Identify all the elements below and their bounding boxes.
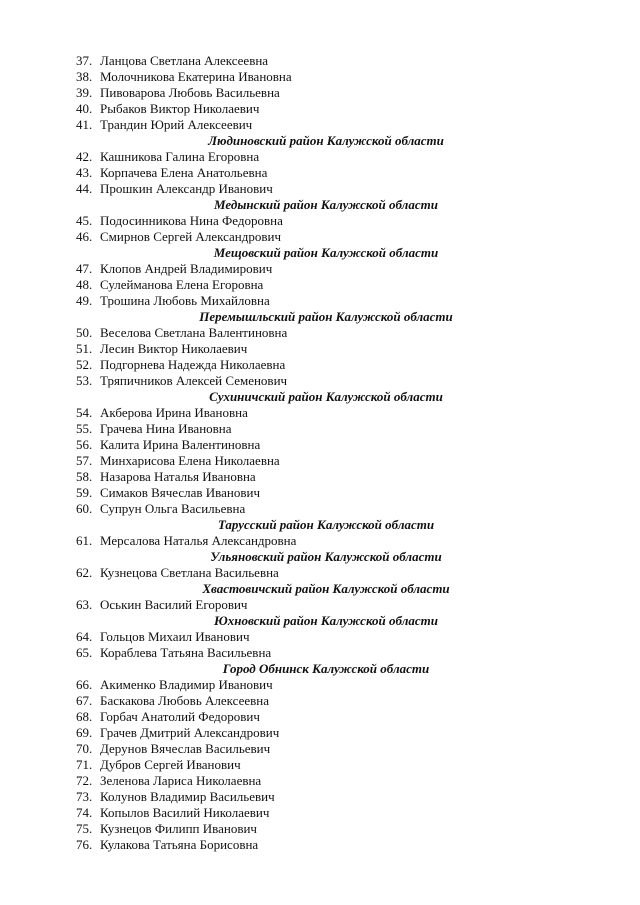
section-heading-row [0,245,640,261]
list-item [0,533,640,549]
list-item [0,837,640,853]
list-item-number: 68. [76,709,93,724]
list-item [0,693,640,709]
list-item-name: Ланцова Светлана Алексеевна [100,53,269,68]
section-heading-row [0,613,640,629]
list-item-number: 58. [76,469,93,484]
list-item-number: 62. [76,565,93,580]
section-heading: Тарусский район Калужской области [217,517,435,532]
list-item-name: Колунов Владимир Васильевич [100,789,275,804]
list-item-name: Трошина Любовь Михайловна [100,293,270,308]
list-item-number: 37. [76,53,93,68]
list-item-number: 52. [76,357,93,372]
list-item-name: Гольцов Михаил Иванович [100,629,250,644]
list-item-number: 67. [76,693,93,708]
list-item-name: Подгорнева Надежда Николаевна [100,357,286,372]
list-item-name: Дерунов Вячеслав Васильевич [100,741,271,756]
list-item [0,149,640,165]
list-item-name: Рыбаков Виктор Николаевич [100,101,260,116]
section-heading: Медынский район Калужской области [214,197,438,212]
section-heading-row [0,581,640,597]
list-item [0,565,640,581]
document-page [0,53,640,853]
list-item-name: Лесин Виктор Николаевич [100,341,248,356]
list-item-number: 74. [76,805,93,820]
list-item [0,789,640,805]
list-item-number: 65. [76,645,93,660]
list-item-number: 53. [76,373,93,388]
list-item [0,741,640,757]
list-item-name: Акименко Владимир Иванович [100,677,273,692]
list-item-number: 49. [76,293,93,308]
list-item-number: 39. [76,85,93,100]
list-item-number: 47. [76,261,93,276]
list-item-number: 63. [76,597,93,612]
list-item [0,629,640,645]
section-heading: Юхновский район Калужской области [214,613,438,628]
list-item [0,53,640,69]
list-item-number: 71. [76,757,93,772]
list-item [0,405,640,421]
section-heading: Людиновский район Калужской области [208,133,444,148]
list-item-name: Прошкин Александр Иванович [100,181,273,196]
list-item [0,117,640,133]
list-item [0,709,640,725]
section-heading-row [0,197,640,213]
list-item [0,373,640,389]
list-item-name: Зеленова Лариса Николаевна [100,773,262,788]
list-item-number: 44. [76,181,93,196]
list-item-name: Грачев Дмитрий Александрович [100,725,280,740]
list-item-name: Супрун Ольга Васильевна [100,501,246,516]
list-item-name: Минхарисова Елена Николаевна [100,453,280,468]
list-item [0,805,640,821]
section-heading-row [0,309,640,325]
section-heading-row [0,133,640,149]
list-item-name: Кораблева Татьяна Васильевна [100,645,272,660]
list-item-name: Молочникова Екатерина Ивановна [100,69,292,84]
list-item [0,181,640,197]
section-heading: Ульяновский район Калужской области [210,549,442,564]
list-item-number: 69. [76,725,93,740]
list-item-number: 54. [76,405,93,420]
list-item-name: Грачева Нина Ивановна [100,421,232,436]
section-heading-row [0,661,640,677]
list-item-name: Корпачева Елена Анатольевна [100,165,268,180]
list-item-number: 40. [76,101,93,116]
list-item [0,69,640,85]
list-item [0,645,640,661]
list-item-name: Кулакова Татьяна Борисовна [100,837,259,852]
section-heading-row [0,517,640,533]
list-item [0,757,640,773]
list-item-name: Баскакова Любовь Алексеевна [100,693,269,708]
list-item-number: 59. [76,485,93,500]
list-item-number: 66. [76,677,93,692]
list-item [0,501,640,517]
list-item [0,677,640,693]
list-item [0,485,640,501]
list-item-name: Подосинникова Нина Федоровна [100,213,283,228]
list-item-name: Кузнецов Филипп Иванович [100,821,257,836]
list-item-number: 64. [76,629,93,644]
list-item-number: 73. [76,789,93,804]
list-item-name: Симаков Вячеслав Иванович [100,485,260,500]
list-item [0,101,640,117]
list-item-number: 60. [76,501,93,516]
list-item [0,213,640,229]
list-item-name: Назарова Наталья Ивановна [100,469,256,484]
list-item [0,725,640,741]
list-item [0,437,640,453]
list-item-number: 55. [76,421,93,436]
section-heading: Мещовский район Калужской области [213,245,439,260]
list-item [0,293,640,309]
list-item [0,341,640,357]
list-item [0,357,640,373]
list-item-number: 38. [76,69,93,84]
list-item-number: 48. [76,277,93,292]
list-item-number: 50. [76,325,93,340]
list-item [0,469,640,485]
list-item [0,597,640,613]
list-item-number: 57. [76,453,93,468]
list-item [0,325,640,341]
list-item-number: 75. [76,821,93,836]
list-item-name: Мерсалова Наталья Александровна [100,533,297,548]
list-item-number: 61. [76,533,93,548]
section-heading-row [0,389,640,405]
list-item [0,261,640,277]
list-item-name: Оськин Василий Егорович [100,597,248,612]
list-item-name: Акберова Ирина Ивановна [100,405,248,420]
list-item [0,229,640,245]
list-item [0,773,640,789]
list-item-number: 70. [76,741,93,756]
list-item-number: 76. [76,837,93,852]
list-item [0,421,640,437]
list-item-name: Трандин Юрий Алексеевич [100,117,253,132]
list-item-name: Кашникова Галина Егоровна [100,149,260,164]
section-heading-row [0,549,640,565]
list-item-name: Клопов Андрей Владимирович [100,261,273,276]
list-item-number: 51. [76,341,93,356]
list-item-name: Копылов Василий Николаевич [100,805,270,820]
list-item [0,85,640,101]
list-item-name: Кузнецова Светлана Васильевна [100,565,279,580]
list-item-name: Калита Ирина Валентиновна [100,437,261,452]
list-item-name: Пивоварова Любовь Васильевна [100,85,280,100]
list-item [0,821,640,837]
list-item [0,453,640,469]
list-item-number: 43. [76,165,93,180]
list-item-name: Смирнов Сергей Александрович [100,229,281,244]
section-heading: Перемышльский район Калужской области [199,309,453,324]
section-heading: Хвастовичский район Калужской области [202,581,450,596]
list-item-name: Сулейманова Елена Егоровна [100,277,264,292]
list-item-number: 41. [76,117,93,132]
list-item-name: Горбач Анатолий Федорович [100,709,260,724]
list-item-name: Веселова Светлана Валентиновна [100,325,288,340]
list-item-number: 42. [76,149,93,164]
section-heading: Сухиничский район Калужской области [209,389,443,404]
list-item-name: Дубров Сергей Иванович [100,757,241,772]
list-item-number: 45. [76,213,93,228]
list-item-number: 72. [76,773,93,788]
list-item-number: 56. [76,437,93,452]
list-item [0,165,640,181]
section-heading: Город Обнинск Калужской области [222,661,430,676]
list-item-number: 46. [76,229,93,244]
list-item [0,277,640,293]
list-item-name: Тряпичников Алексей Семенович [100,373,288,388]
